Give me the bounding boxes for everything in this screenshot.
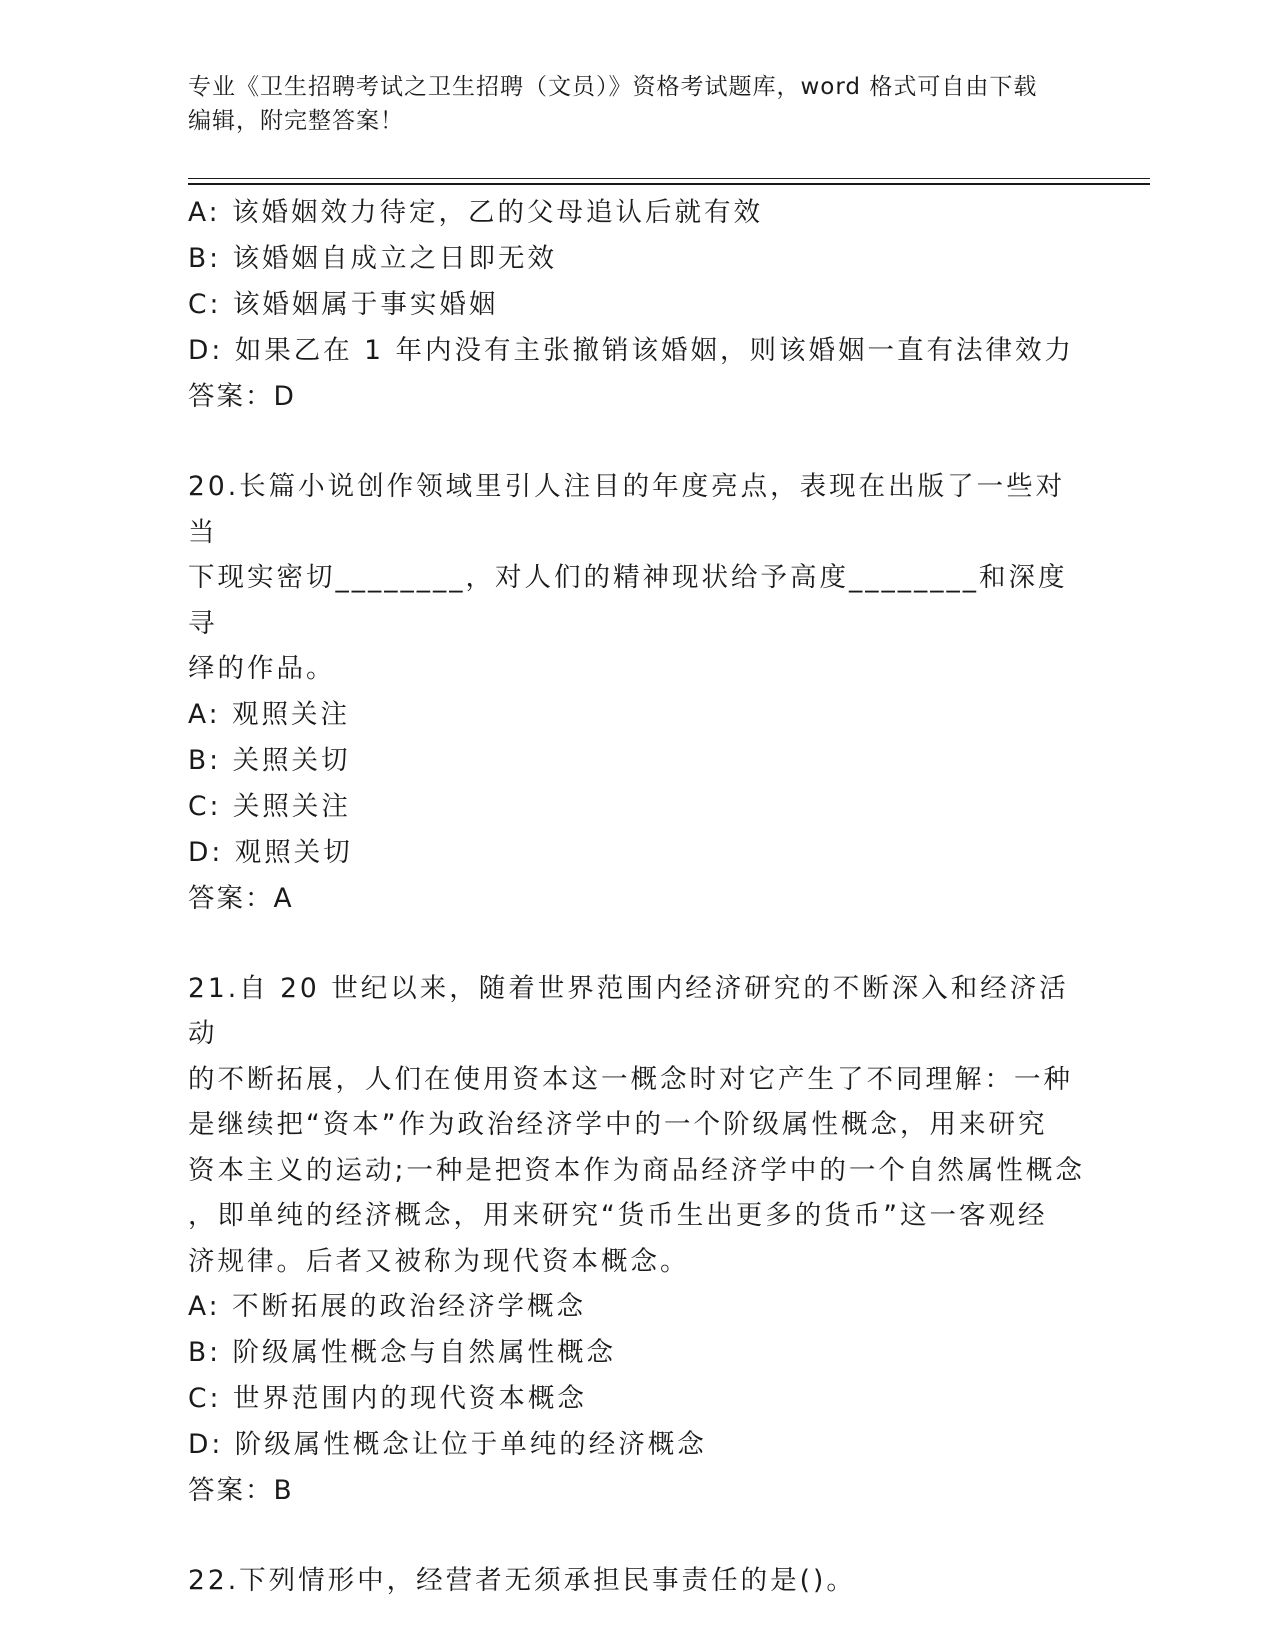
question-stem-line: 的不断拓展，人们在使用资本这一概念时对它产生了不同理解：一种 (188, 1063, 1073, 1095)
answer: 答案：D (188, 381, 296, 412)
question-stem-line: 是继续把“资本”作为政治经济学中的一个阶级属性概念，用来研究 (188, 1109, 1048, 1140)
option-c: C: 该婚姻属于事实婚姻 (188, 289, 499, 320)
spacer (188, 922, 1088, 966)
option-b: B: 该婚姻自成立之日即无效 (188, 243, 558, 274)
question-stem-line: ，即单纯的经济概念，用来研究“货币生出更多的货币”这一客观经 (188, 1200, 1048, 1231)
option-d: D: 如果乙在 1 年内没有主张撤销该婚姻，则该婚姻一直有法律效力 (188, 335, 1074, 366)
spacer (188, 1514, 1088, 1558)
question-19-continued (188, 190, 1088, 420)
option-c: C: 关照关注 (188, 790, 351, 822)
header-line-2: 编辑，附完整答案！ (188, 108, 404, 134)
option-b: B: 阶级属性概念与自然属性概念 (188, 1337, 617, 1368)
header-divider-thick (188, 183, 1150, 185)
option-a: A: 不断拓展的政治经济学概念 (188, 1291, 587, 1322)
question-20 (188, 464, 1088, 922)
header-line-1: 专业《卫生招聘考试之卫生招聘（文员）》资格考试题库，word 格式可自由下载 (188, 74, 1038, 100)
question-stem-line: 21.自 20 世纪以来，随着世界范围内经济研究的不断深入和经济活动 (188, 972, 1069, 1049)
header-divider-thin (188, 178, 1150, 179)
question-stem-line: 下现实密切________，对人们的精神现状给予高度________和深度寻 (188, 562, 1068, 639)
option-b: B: 关照关切 (188, 744, 351, 776)
spacer (188, 420, 1088, 464)
question-stem-line: 绎的作品。 (188, 653, 336, 684)
question-21 (188, 966, 1088, 1515)
document-body (188, 190, 1088, 1604)
option-a: A: 该婚姻效力待定，乙的父母追认后就有效 (188, 197, 764, 228)
option-d: D: 阶级属性概念让位于单纯的经济概念 (188, 1429, 707, 1460)
document-header (188, 70, 1088, 138)
option-d: D: 观照关切 (188, 836, 353, 868)
answer: 答案：B (188, 1475, 294, 1506)
question-stem-line: 22.下列情形中，经营者无须承担民事责任的是()。 (188, 1565, 856, 1596)
question-stem-line: 济规律。后者又被称为现代资本概念。 (188, 1245, 690, 1277)
question-stem-line: 资本主义的运动;一种是把资本作为商品经济学中的一个自然属性概念 (188, 1154, 1085, 1186)
option-c: C: 世界范围内的现代资本概念 (188, 1383, 587, 1414)
option-a: A: 观照关注 (188, 698, 351, 730)
question-stem-line: 20.长篇小说创作领域里引人注目的年度亮点，表现在出版了一些对当 (188, 471, 1066, 548)
answer: 答案：A (188, 882, 294, 914)
question-22 (188, 1558, 1088, 1604)
